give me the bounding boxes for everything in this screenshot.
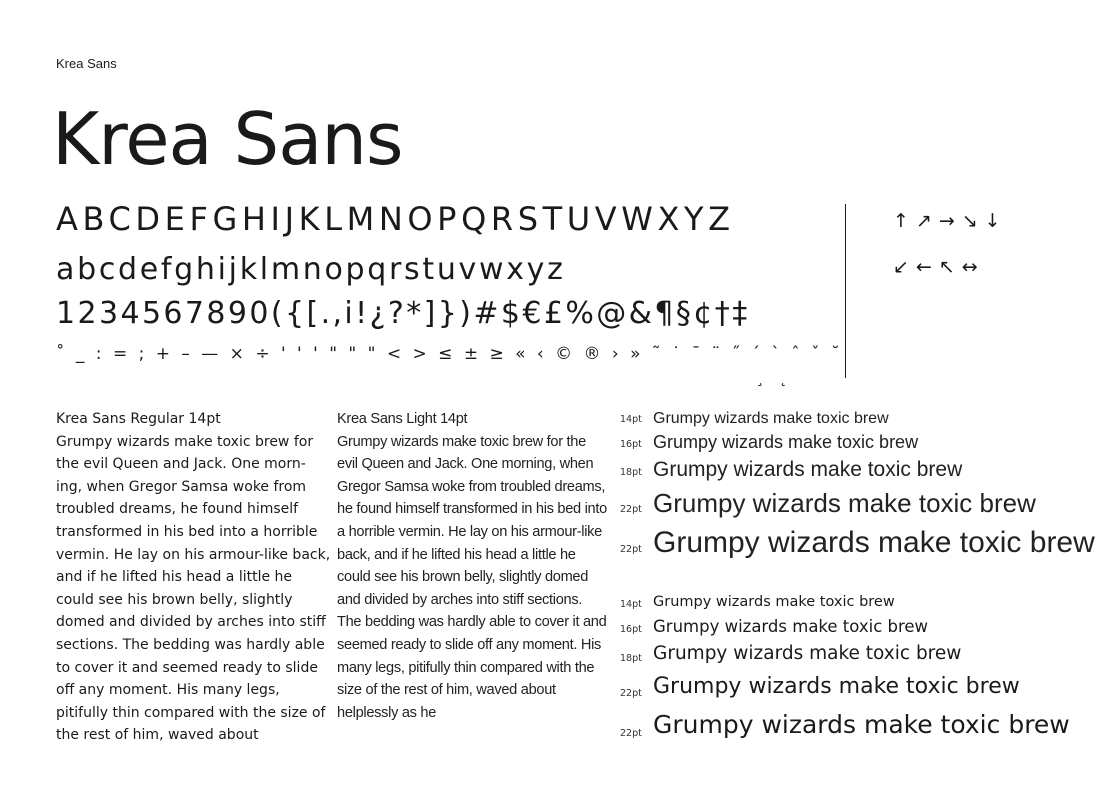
size-label: 22pt xyxy=(620,688,642,699)
size-label: 22pt xyxy=(620,544,642,555)
column-body: Grumpy wizards make toxic brew for the evil Queen and Jack. One morn-ing, when Gregor Samsa woke from troubled dreams, he found himself transformed in his bed into a horrible vermin. He lay on his armour-like back, and if he lifted his head a little he could see his brown belly, slightly domed and divided by arches into stiff sections. The bedding was hardly able to cover it and seemed ready to slide off any moment. His many legs, pitifully thin compared with the size of the rest of him, waved about xyxy=(56,433,331,744)
glyphs-numbers-symbols: 1234567890({[.,i!¿?*]})#$€£%@&¶§¢†‡ xyxy=(56,296,750,331)
arrows-icon-row: ↙←↖↔ xyxy=(893,256,985,278)
glyphs-lowercase: abcdefghijklmnopqrstuvwxyz xyxy=(56,252,566,287)
size-label: 22pt xyxy=(620,728,642,739)
size-sample: Grumpy wizards make toxic brew xyxy=(653,617,929,636)
arrows-icon-row: ↑↗→↘↓ xyxy=(893,210,1008,232)
size-sample: Grumpy wizards make toxic brew xyxy=(653,458,963,481)
glyphs-uppercase: ABCDEFGHIJKLMNOPQRSTUVWXYZ xyxy=(56,200,735,238)
size-sample: Grumpy wizards make toxic brew xyxy=(653,594,895,610)
text-column-light xyxy=(337,408,607,724)
header-label: Krea Sans xyxy=(56,56,117,71)
size-label: 22pt xyxy=(620,504,642,515)
size-sample: Grumpy wizards make toxic brew xyxy=(653,643,962,664)
glyphs-punctuation: ˚ _ : = ; + – — × ÷ ' ' ' " " " < > ≤ ± ≥ « ‹ © ® › » ˜ ˙ ˉ ¨ ˝ ´ ` ˆ ˇ ˘ xyxy=(56,344,843,364)
size-sample: Grumpy wizards make toxic brew xyxy=(653,674,1020,699)
size-sample: Grumpy wizards make toxic brew xyxy=(653,410,889,427)
size-sample: Grumpy wizards make toxic brew xyxy=(653,710,1070,739)
glyphs-punctuation-extra: ¸ ˛ xyxy=(756,368,793,387)
size-label: 14pt xyxy=(620,599,642,610)
size-label: 18pt xyxy=(620,467,642,478)
size-label: 16pt xyxy=(620,624,642,635)
size-label: 16pt xyxy=(620,439,642,450)
column-title: Krea Sans Regular 14pt xyxy=(56,411,221,427)
size-sample: Grumpy wizards make toxic brew xyxy=(653,526,1095,559)
size-label: 18pt xyxy=(620,653,642,664)
size-label: 14pt xyxy=(620,414,642,425)
column-title: Krea Sans Light 14pt xyxy=(337,411,468,427)
text-column-regular xyxy=(56,408,331,747)
size-sample: Grumpy wizards make toxic brew xyxy=(653,488,1036,518)
page-title: Krea Sans xyxy=(52,97,403,181)
size-sample: Grumpy wizards make toxic brew xyxy=(653,432,919,452)
divider xyxy=(845,204,846,378)
column-body: Grumpy wizards make toxic brew for the evil Queen and Jack. One morning, when Gregor Samsa woke from troubled dreams, he found himself transformed in his bed into a horrible vermin. He lay on his armour-like back, and if he lifted his head a little he could see his brown belly, slightly domed and divided by arches into stiff sections. The bedding was hardly able to cover it and seemed ready to slide off any moment. His many legs, pitifully thin compared with the size of the rest of him, waved about helplessly as he xyxy=(337,433,607,721)
